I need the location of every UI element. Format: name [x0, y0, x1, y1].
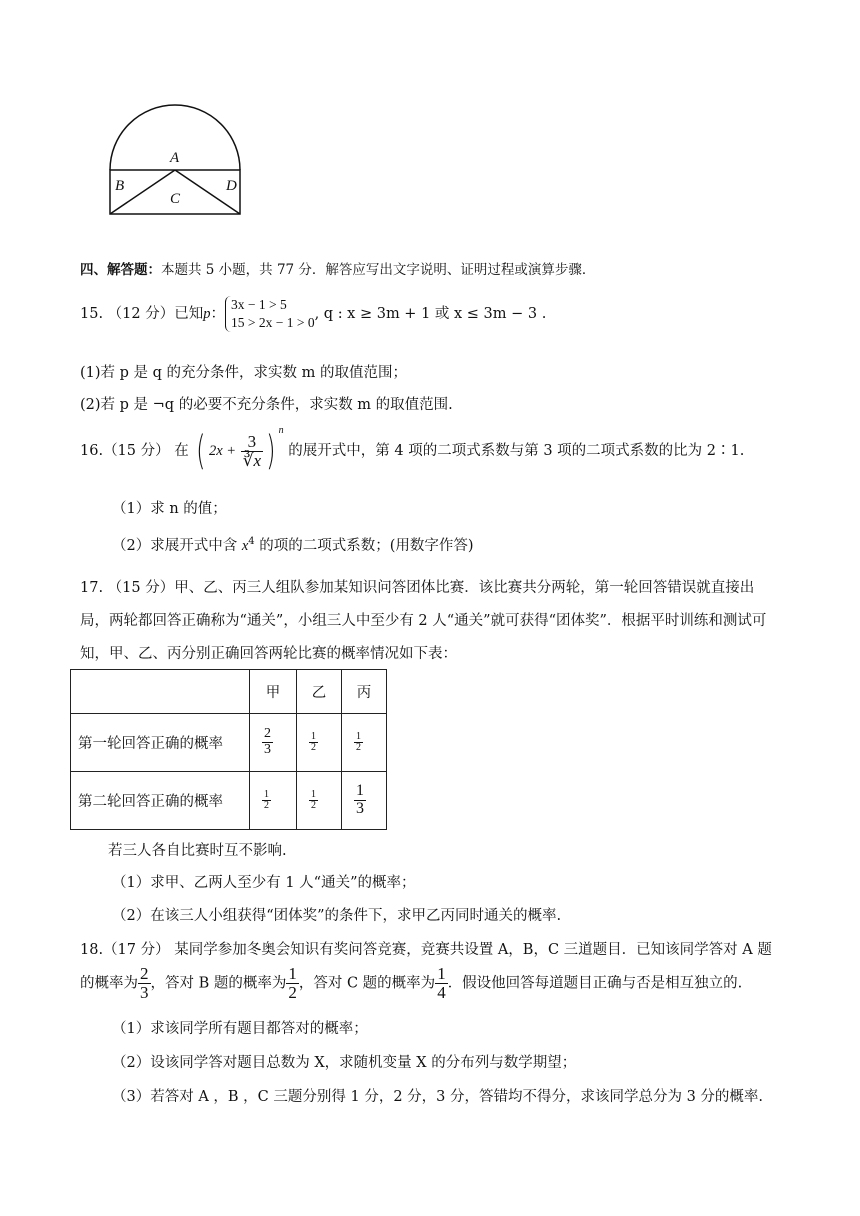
frac-den: 2	[264, 800, 269, 811]
row-label: 第一轮回答正确的概率	[71, 714, 250, 772]
q17-line-3: 知，甲、乙、丙分别正确回答两轮比赛的概率情况如下表：	[80, 646, 457, 662]
frac-num: 1	[356, 730, 361, 742]
figure-label-c: C	[170, 191, 181, 207]
q16-number: 16.	[80, 443, 104, 459]
q18-frac-a	[138, 965, 151, 1002]
q18-line-1: 18.（17 分） 某同学参加冬奥会知识有奖问答竞赛，竞赛共设置 A，B，C 三道题目．已知该同学答对 A 题	[80, 942, 772, 958]
q18-frac-b	[286, 965, 299, 1002]
frac-den: 2	[311, 742, 316, 753]
table-header-row	[71, 670, 387, 714]
question-16-stem	[80, 425, 745, 474]
frac-den: 3	[140, 982, 149, 1002]
q18-line-2	[80, 965, 742, 1002]
table-cell-fraction	[354, 783, 366, 818]
q18-text-c: ，答对 C 题的概率为	[298, 975, 436, 992]
q15-number: 15.	[80, 306, 104, 323]
q16-expr: 2x +	[208, 443, 237, 459]
table-cell-fraction	[262, 727, 273, 757]
q16-score: （15 分）	[103, 443, 170, 459]
q16-part2-x: x	[241, 538, 249, 554]
q15-p: p	[203, 306, 211, 323]
frac-den: 3	[264, 742, 271, 757]
table-row	[71, 772, 387, 830]
frac-den: 4	[437, 982, 446, 1002]
q16-part2-exp: 4	[248, 536, 255, 548]
section-header	[80, 258, 595, 278]
q15-part-1: (1)若 p 是 q 的充分条件，求实数 m 的取值范围；	[80, 365, 408, 381]
q18-frac-c	[435, 965, 448, 1002]
q16-exponent: n	[278, 425, 284, 436]
q18-text-b: ，答对 B 题的概率为	[150, 975, 287, 992]
table-cell-fraction	[309, 790, 318, 812]
section-description: 本题共 5 小题，共 77 分．解答应写出文字说明、证明过程或演算步骤．	[161, 262, 596, 278]
frac-num: 1	[264, 788, 269, 800]
q15-q-condition: , q : x ≥ 3m + 1 或 x ≤ 3m − 3 .	[314, 306, 547, 323]
q16-part-2	[112, 534, 474, 555]
figure-label-a: A	[170, 150, 180, 166]
frac-den: 2	[311, 800, 316, 811]
probability-table	[70, 669, 387, 830]
q16-fraction	[241, 433, 263, 470]
q18-text-a: 的概率为	[80, 975, 138, 992]
q15-ineq2: 15 > 2x − 1 > 0	[230, 315, 315, 331]
right-paren: )	[266, 428, 276, 474]
left-paren: (	[196, 428, 206, 474]
q16-pre: 在	[174, 443, 189, 459]
q18-text-d: ．假设他回答每道题目正确与否是相互独立的.	[447, 975, 743, 992]
table-header-yi: 乙	[297, 670, 342, 714]
question-15-stem	[80, 296, 546, 332]
table-header-jia: 甲	[250, 670, 297, 714]
figure-label-d: D	[226, 178, 237, 194]
q16-part2-b: 的项的二项式系数；(用数字作答)	[259, 538, 474, 554]
table-cell-fraction	[309, 732, 318, 754]
q17-part-1: （1）求甲、乙两人至少有 1 人“通关”的概率；	[112, 875, 416, 891]
table-cell-fraction	[262, 790, 271, 812]
q16-frac-num: 3	[241, 433, 263, 452]
q15-ineq1: 3x − 1 > 5	[230, 297, 287, 312]
q17-line-2: 局，两轮都回答正确称为“通关”，小组三人中至少有 2 人“通关”就可获得“团体奖”．根据平时训练和测试可	[80, 613, 767, 629]
q17-part-2: （2）在该三人小组获得“团体奖”的条件下，求甲乙丙同时通关的概率.	[112, 908, 562, 924]
frac-num: 2	[264, 726, 271, 742]
frac-num: 2	[140, 964, 149, 983]
table-header-empty	[71, 670, 250, 714]
table-header-bing: 丙	[342, 670, 387, 714]
q15-part-2: (2)若 p 是 ¬q 的必要不充分条件，求实数 m 的取值范围.	[80, 397, 453, 413]
section-title: 四、解答题：	[80, 262, 161, 278]
frac-num: 1	[356, 782, 364, 800]
q16-part-1: （1）求 n 的值；	[112, 501, 227, 517]
table-row	[71, 714, 387, 772]
q18-part-2: （2）设该同学答对题目总数为 X，求随机变量 X 的分布列与数学期望；	[112, 1055, 577, 1071]
q18-part-1: （1）求该同学所有题目都答对的概率；	[112, 1021, 368, 1037]
q16-frac-den: ∛x	[242, 450, 262, 470]
table-cell-fraction	[354, 732, 363, 754]
q17-line-1: 17. （15 分）甲、乙、丙三人组队参加某知识问答团体比赛．该比赛共分两轮，第一轮回答错误就直接出	[80, 580, 755, 596]
q16-part2-a: （2）求展开式中含	[112, 538, 238, 554]
frac-num: 1	[288, 964, 297, 983]
q15-inequality-system	[225, 296, 315, 332]
frac-den: 2	[356, 742, 361, 753]
q15-colon: ：	[210, 306, 225, 323]
frac-num: 1	[311, 730, 316, 742]
q16-post: 的展开式中，第 4 项的二项式系数与第 3 项的二项式系数的比为 2∶1.	[288, 443, 745, 459]
q15-score: （12 分）已知	[107, 306, 204, 323]
frac-den: 2	[288, 982, 297, 1002]
row-label: 第二轮回答正确的概率	[71, 772, 250, 830]
q18-part-3: （3）若答对 A ，B ，C 三题分别得 1 分，2 分，3 分，答错均不得分，求该同学总分为 3 分的概率.	[112, 1089, 764, 1105]
frac-num: 1	[311, 788, 316, 800]
frac-den: 3	[356, 800, 364, 817]
q17-note: 若三人各自比赛时互不影响.	[108, 843, 287, 859]
frac-num: 1	[437, 964, 446, 983]
figure-label-b: B	[115, 178, 125, 194]
